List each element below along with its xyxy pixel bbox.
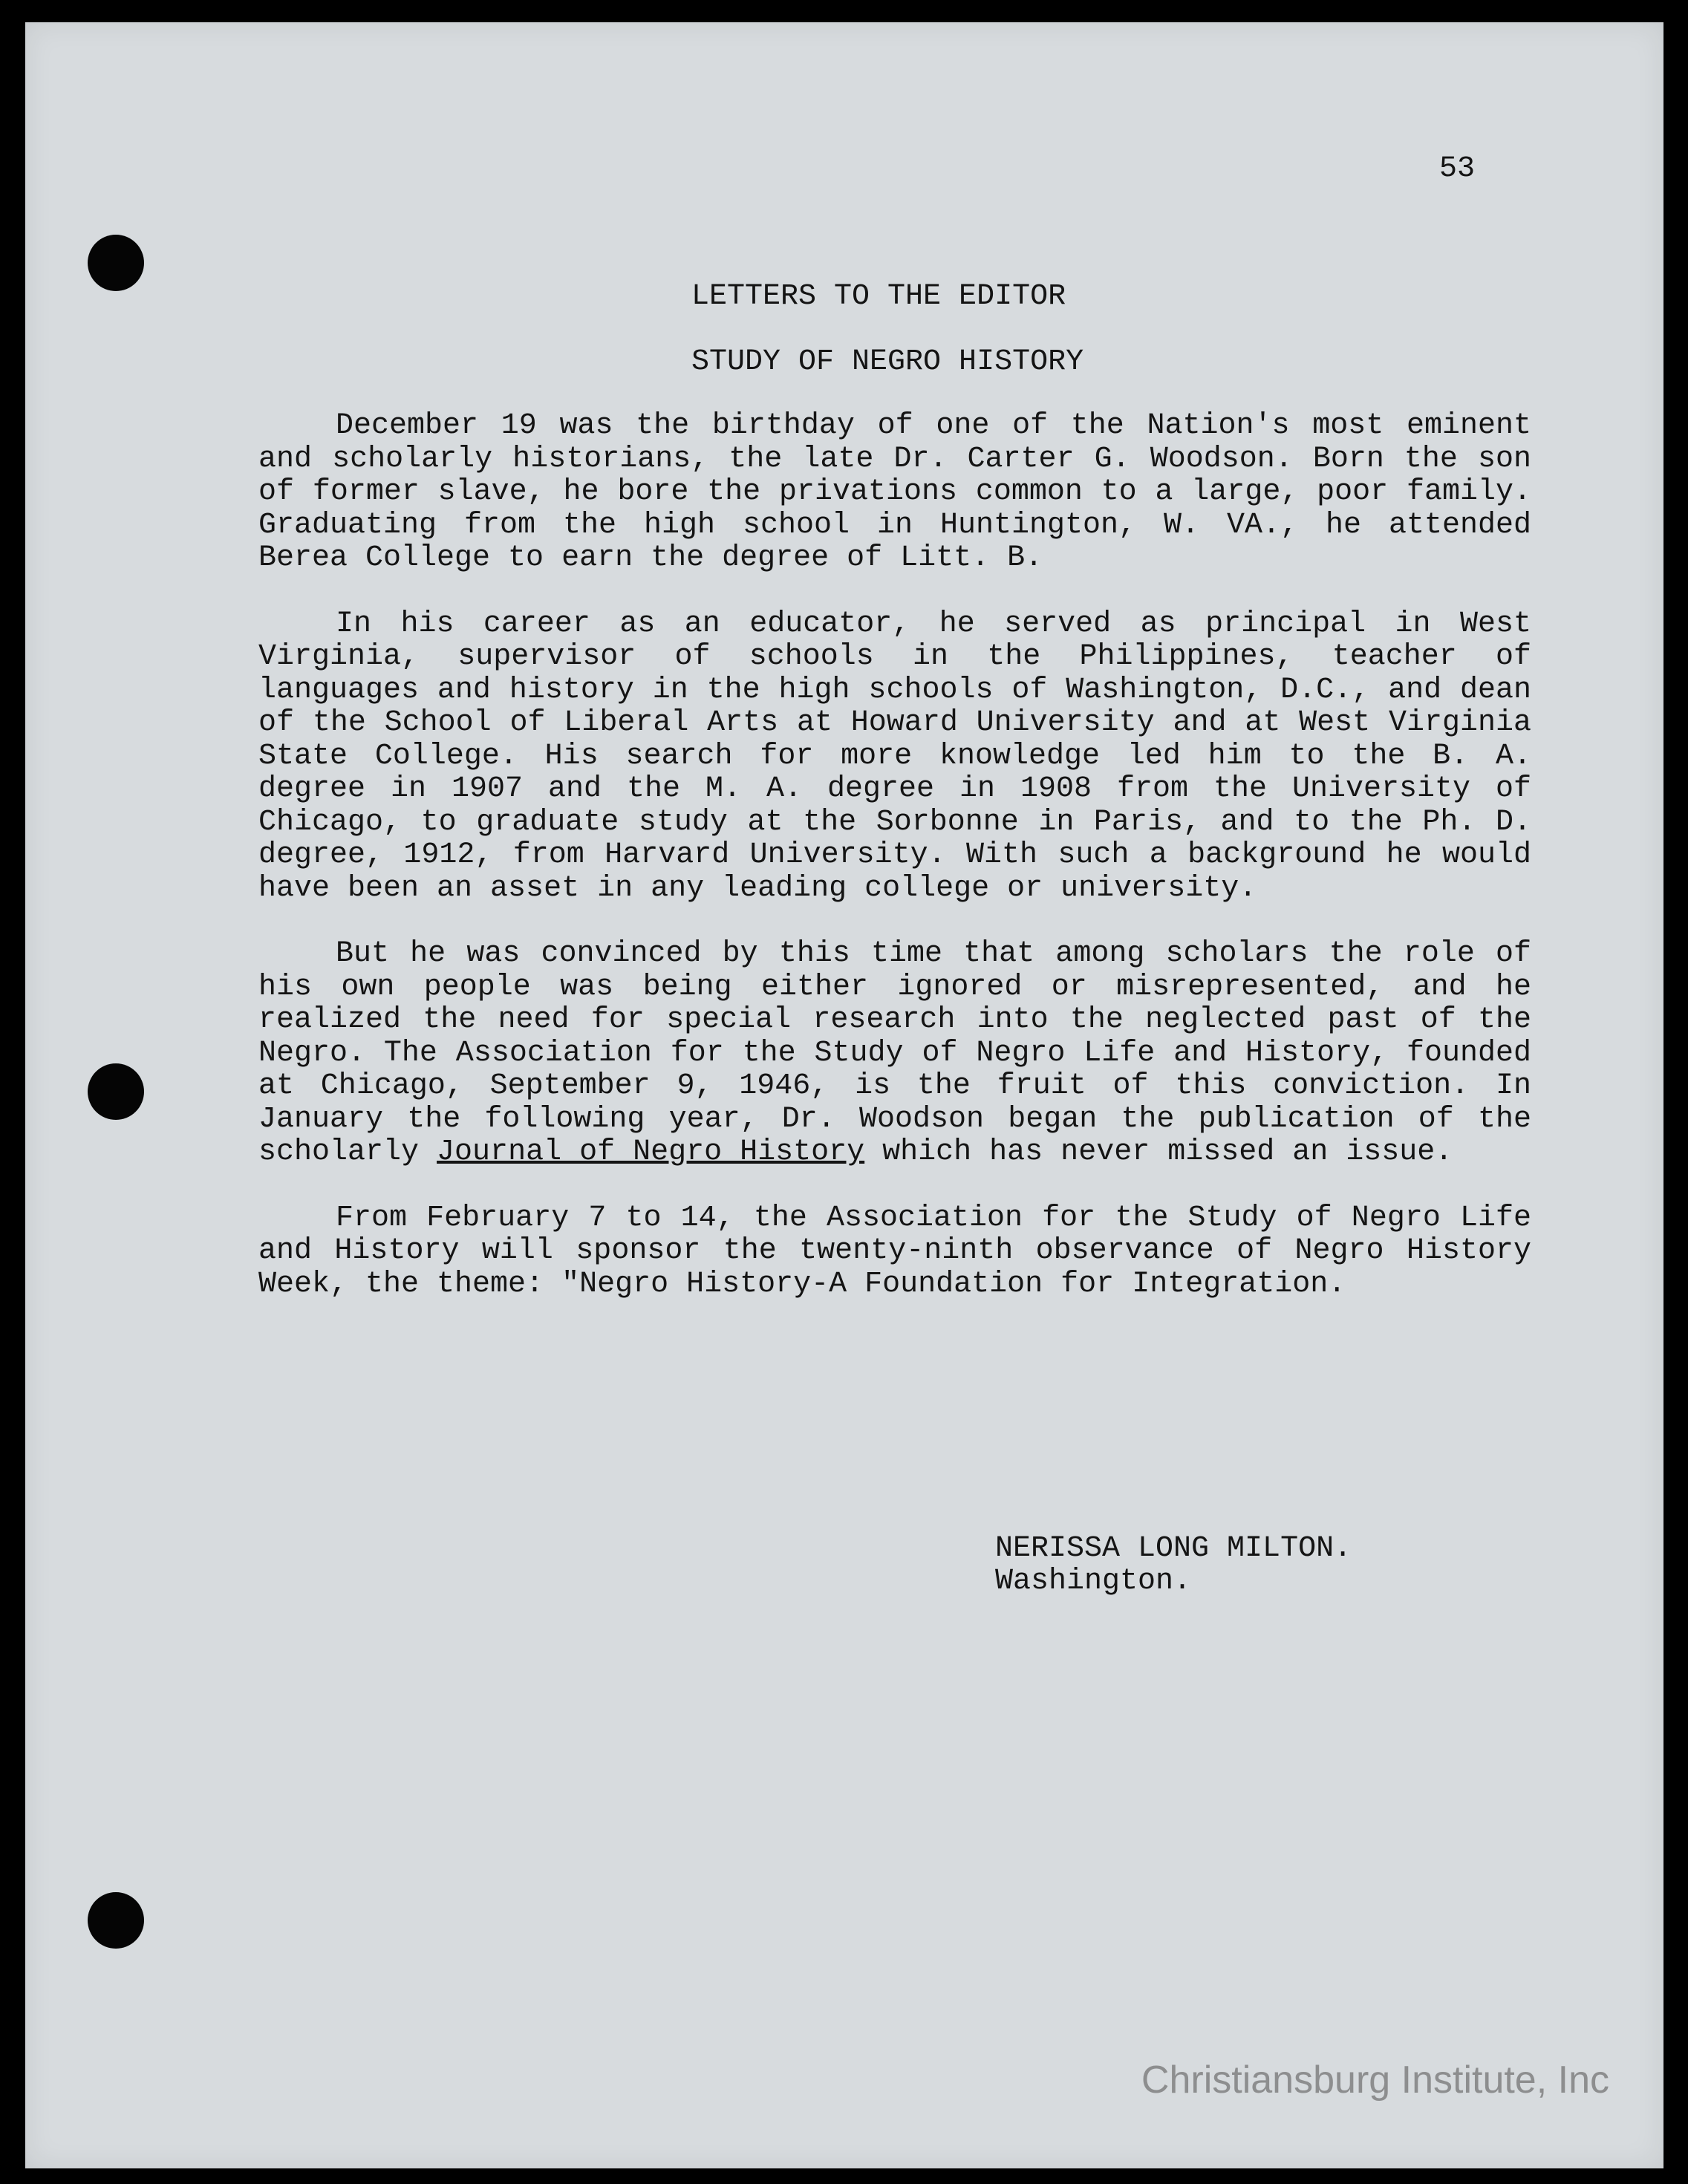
letter-title: STUDY OF NEGRO HISTORY bbox=[691, 345, 1084, 379]
letter-body bbox=[258, 410, 1531, 1334]
paragraph-1: December 19 was the birthday of one of the Nation's most eminent and scholarly historians, the late Dr. Carter G. Woodson. Born the son of former slave, he bore the privations common to a large, poor family. Graduating from the high school in Huntington, W. VA., he attended Berea College to earn the degree of Litt. B. bbox=[258, 409, 1531, 575]
watermark: Christiansburg Institute, Inc bbox=[1141, 2058, 1609, 2102]
paragraph-3-text-start: But he was convinced by this time that among scholars the role of his own people was being either ignored or misrepresented, and he realized the need for special research into the neglected past of the Negro. The Association for the Study of Negro Life and History, founded at Chicago, September 9, 1946, is the fruit of this conviction. In January the following year, Dr. Woodson began the publication of the scholarly bbox=[258, 937, 1531, 1169]
signature-block bbox=[995, 1533, 1352, 1598]
paragraph-4: From February 7 to 14, the Association for the Study of Negro Life and History will sponsor the twenty-ninth observance of Negro History Week, the theme: "Negro History-A Foundation for Integration. bbox=[258, 1201, 1531, 1301]
binder-hole-bottom bbox=[88, 1892, 144, 1949]
paragraph-3-text-end: which has never missed an issue. bbox=[864, 1135, 1453, 1169]
journal-title: Journal of Negro History bbox=[437, 1135, 865, 1169]
paragraph-2: In his career as an educator, he served as principal in West Virginia, supervisor of schools in the Philippines, teacher of languages and history in the high schools of Washington, D.C., and dean of the School of Liberal Arts at Howard University and at West Virginia State College. His search for more knowledge led him to the B. A. degree in 1907 and the M. A. degree in 1908 from the University of Chicago, to graduate study at the Sorbonne in Paris, and to the Ph. D. degree, 1912, from Harvard University. With such a background he would have been an asset in any leading college or university. bbox=[258, 607, 1531, 905]
signature-place: Washington. bbox=[995, 1565, 1192, 1598]
signature-name: NERISSA LONG MILTON. bbox=[995, 1532, 1352, 1565]
paragraph-3 bbox=[258, 938, 1531, 1170]
binder-hole-top bbox=[88, 235, 144, 291]
page-number: 53 bbox=[1439, 152, 1476, 186]
binder-hole-middle bbox=[88, 1063, 144, 1120]
section-heading: LETTERS TO THE EDITOR bbox=[691, 280, 1066, 313]
